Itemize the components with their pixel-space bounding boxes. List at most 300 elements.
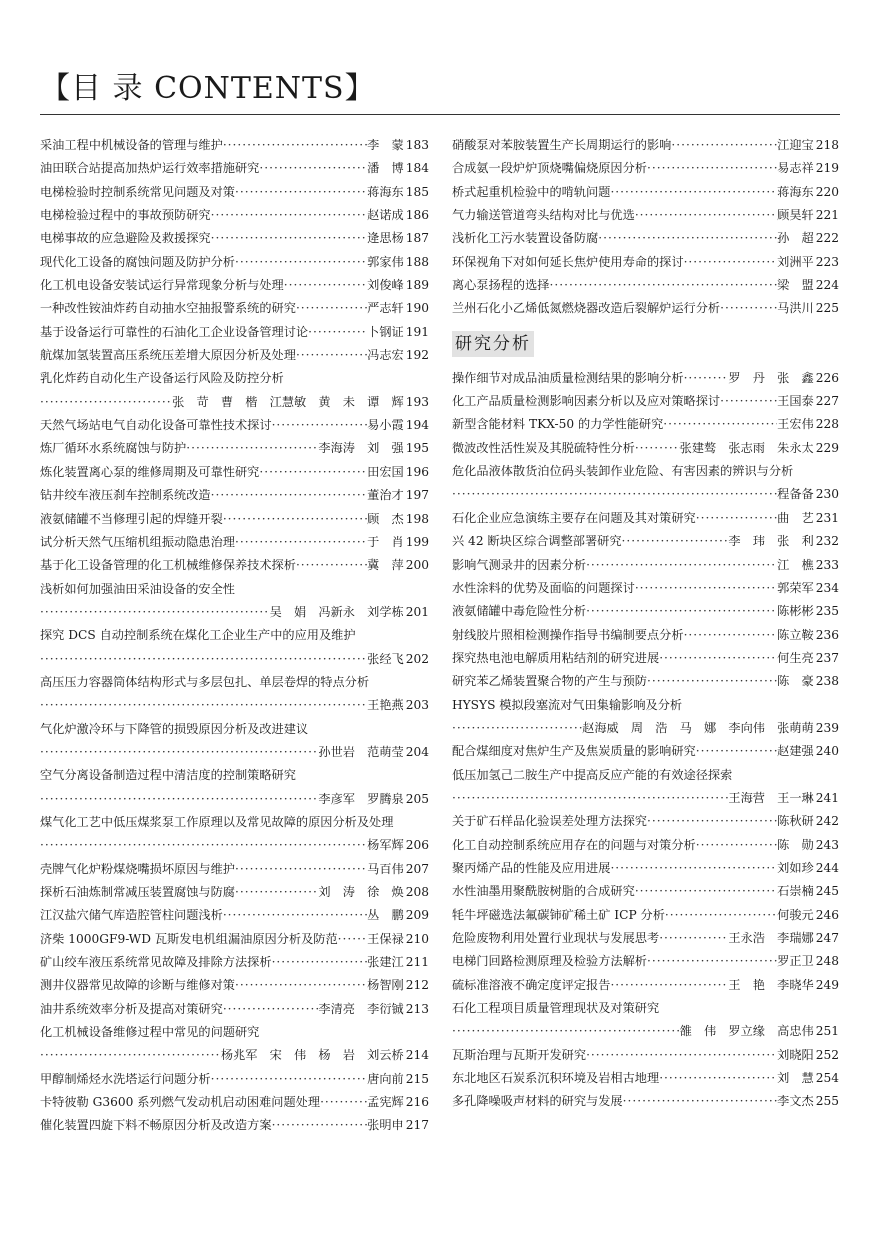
- toc-entry-authors: 孙世岩 范萌莹: [318, 744, 404, 759]
- toc-entry[interactable]: [452, 181, 839, 204]
- toc-entry-title: 一种改性铵油炸药自动抽水空抽报警系统的研究: [40, 301, 296, 316]
- toc-entry-page: 196: [405, 464, 429, 479]
- toc-entry-title: 江汉盐穴储气库造腔管柱问题浅析: [40, 908, 223, 923]
- toc-entry-authors: 陈秋研: [777, 814, 814, 829]
- toc-entry-authors: 李 玮 张 利: [728, 534, 814, 549]
- toc-entry-authors: 于 肖: [367, 534, 404, 549]
- toc-entry-page: 197: [405, 488, 429, 503]
- toc-entry-title: 研究苯乙烯装置聚合物的产生与预防: [452, 674, 647, 689]
- toc-entry[interactable]: [40, 881, 429, 904]
- toc-entry-page: 252: [815, 1047, 839, 1062]
- toc-entry-title-line[interactable]: 化工机械设备维修过程中常见的问题研究: [40, 1025, 260, 1040]
- toc-entry-title: 甲醇制烯烃水洗塔运行问题分析: [40, 1071, 211, 1086]
- toc-dot-leader: [610, 857, 777, 880]
- toc-entry[interactable]: [40, 321, 429, 344]
- toc-entry-title: 聚丙烯产品的性能及应用进展: [452, 860, 611, 875]
- toc-dot-leader: [635, 204, 777, 227]
- toc-entry-page: 225: [815, 301, 839, 316]
- toc-entry-authors: 潘 博: [367, 161, 404, 176]
- toc-dot-leader: [320, 1091, 367, 1114]
- toc-entry[interactable]: [452, 390, 839, 413]
- toc-entry-title-line[interactable]: 气化炉激冷环与下降管的损毁原因分析及改进建议: [40, 721, 309, 736]
- toc-entry[interactable]: [40, 601, 429, 624]
- toc-dot-leader: [40, 601, 270, 624]
- toc-entry-authors: 王保禄: [367, 931, 404, 946]
- toc-entry-page: 199: [405, 534, 429, 549]
- toc-entry-authors: 张建骜 张志雨 朱永太: [679, 440, 814, 455]
- toc-entry-title: 基于化工设备管理的化工机械维修保养技术探析: [40, 558, 296, 573]
- toc-entry-authors: 王艳燕: [367, 698, 404, 713]
- toc-entry-title: 化工自动控制系统应用存在的问题与对策分析: [452, 837, 696, 852]
- toc-entry-page: 233: [815, 557, 839, 572]
- toc-entry[interactable]: [40, 437, 429, 460]
- toc-dot-leader: [635, 880, 777, 903]
- toc-dot-leader: [211, 227, 368, 250]
- toc-dot-leader: [40, 741, 318, 764]
- toc-entry[interactable]: [452, 717, 839, 740]
- page-header: [40, 70, 840, 110]
- toc-dot-leader: [272, 951, 368, 974]
- toc-entry[interactable]: [452, 950, 839, 973]
- toc-entry-authors: 李海涛 刘 强: [318, 441, 404, 456]
- toc-entry[interactable]: [40, 788, 429, 811]
- toc-dot-leader: [211, 484, 368, 507]
- toc-entry-title: 电梯事故的应急避险及救援探究: [40, 231, 211, 246]
- toc-entry-authors: 丛 鹏: [367, 908, 404, 923]
- toc-entry-title: 航煤加氢装置高压系统压差增大原因分析及处理: [40, 348, 296, 363]
- toc-entry[interactable]: [40, 134, 429, 157]
- toc-dot-leader: [186, 437, 318, 460]
- toc-entry-title: 多孔降噪吸声材料的研究与发展: [452, 1094, 623, 1109]
- toc-entry-page: 247: [815, 931, 839, 945]
- toc-dot-leader: [308, 321, 367, 344]
- toc-dot-leader: [235, 858, 367, 881]
- toc-entry-page: 240: [815, 744, 839, 759]
- toc-dot-leader: [223, 998, 319, 1021]
- toc-dot-leader: [647, 670, 777, 693]
- toc-entry-page: 235: [815, 604, 839, 619]
- toc-entry[interactable]: [40, 484, 429, 507]
- toc-entry-authors: 杨军辉: [367, 838, 404, 853]
- toc-entry-title: 化工产品质量检测影响因素分析以及应对策略探讨: [452, 394, 721, 409]
- toc-dot-leader: [211, 204, 368, 227]
- toc-entry-authors: 马百伟: [367, 861, 404, 876]
- toc-dot-leader: [696, 740, 777, 763]
- toc-entry-page: 254: [815, 1071, 839, 1086]
- toc-entry-title-line[interactable]: 探究 DCS 自动控制系统在煤化工企业生产中的应用及维护: [40, 628, 356, 643]
- toc-dot-leader: [235, 181, 367, 204]
- toc-entry-title: 济柴 1000GF9-WD 瓦斯发电机组漏油原因分析及防范: [40, 931, 338, 946]
- toc-entry-authors: 赵建强: [777, 744, 814, 759]
- toc-entry[interactable]: [452, 507, 839, 530]
- toc-entry-title: 石化企业应急演练主要存在问题及其对策研究: [452, 510, 696, 525]
- toc-dot-leader: [684, 251, 778, 274]
- toc-entry[interactable]: [452, 554, 839, 577]
- toc-entry-page: 216: [405, 1095, 429, 1110]
- toc-entry-authors: 蒋海东: [777, 184, 814, 199]
- toc-entry[interactable]: [452, 530, 839, 553]
- toc-entry[interactable]: [40, 904, 429, 927]
- toc-entry[interactable]: [452, 1090, 839, 1113]
- toc-entry-title: 炼化装置离心泵的维修周期及可靠性研究: [40, 464, 260, 479]
- toc-entry-title-line[interactable]: 危化品液体散货泊位码头装卸作业危险、有害因素的辨识与分析: [452, 464, 794, 479]
- toc-entry-title: 微波改性活性炭及其脱硫特性分析: [452, 440, 635, 455]
- toc-entry-page: 204: [405, 744, 429, 759]
- toc-entry-title: 天然气场站电气自动化设备可靠性技术探讨: [40, 418, 272, 433]
- toc-dot-leader: [586, 1044, 777, 1067]
- toc-entry-authors: 何生亮: [777, 650, 814, 665]
- toc-entry-title-line[interactable]: 石化工程项目质量管理现状及对策研究: [452, 1001, 660, 1016]
- toc-dot-leader: [684, 367, 729, 390]
- toc-entry-authors: 刘如珍: [777, 860, 814, 875]
- toc-dot-leader: [452, 1020, 680, 1043]
- toc-entry[interactable]: [452, 904, 839, 927]
- toc-entry-page: 184: [405, 161, 429, 176]
- toc-entry-authors: 江 樵: [777, 557, 814, 572]
- toc-entry-title: 环保视角下对如何延长焦炉使用寿命的探讨: [452, 254, 684, 269]
- toc-entry-title: 配合煤细度对焦炉生产及焦炭质量的影响研究: [452, 744, 696, 759]
- toc-entry-title: 危险废物利用处置行业现状与发展思考: [452, 931, 660, 945]
- contents-title: 【目 录 CONTENTS】: [40, 71, 376, 106]
- toc-entry-authors: 唐向前: [367, 1071, 404, 1086]
- toc-entry-authors: 石崇楠: [777, 884, 814, 899]
- toc-entry[interactable]: [40, 648, 429, 671]
- toc-entry-page: 243: [815, 837, 839, 852]
- toc-entry[interactable]: [452, 810, 839, 833]
- toc-entry-authors: 赵海威 周 浩 马 娜 李向伟 张萌萌: [582, 720, 814, 735]
- toc-entry[interactable]: [452, 1044, 839, 1067]
- toc-entry-page: 190: [405, 301, 429, 316]
- toc-entry[interactable]: [452, 437, 839, 460]
- toc-entry-title: 现代化工设备的腐蚀问题及防护分析: [40, 254, 235, 269]
- toc-entry-title: 射线胶片照相检测操作指导书编制要点分析: [452, 627, 684, 642]
- toc-entry[interactable]: [40, 181, 429, 204]
- toc-dot-leader: [663, 413, 777, 436]
- toc-dot-leader: [684, 624, 778, 647]
- toc-entry[interactable]: [452, 624, 839, 647]
- toc-entry-authors: 郭荣军: [777, 580, 814, 595]
- toc-entry[interactable]: [40, 204, 429, 227]
- toc-entry[interactable]: [452, 157, 839, 180]
- toc-entry-page: 224: [815, 278, 839, 293]
- toc-entry-page: 219: [815, 161, 839, 176]
- toc-entry-authors: 刘洲平: [777, 254, 814, 269]
- toc-entry-title: 桥式起重机检验中的啃轨问题: [452, 184, 611, 199]
- toc-entry-title-line[interactable]: 高压压力容器筒体结构形式与多层包扎、单层卷焊的特点分析: [40, 674, 370, 689]
- toc-entry[interactable]: [452, 1067, 839, 1090]
- toc-entry[interactable]: [40, 227, 429, 250]
- toc-entry-title-line[interactable]: 空气分离设备制造过程中清洁度的控制策略研究: [40, 768, 296, 783]
- toc-entry-authors: 李文杰: [777, 1094, 814, 1109]
- toc-entry-page: 223: [815, 254, 839, 269]
- toc-entry-page: 198: [405, 511, 429, 526]
- toc-entry-page: 248: [815, 954, 839, 969]
- toc-entry-authors: 杨智刚: [367, 978, 404, 993]
- toc-entry[interactable]: [40, 858, 429, 881]
- toc-entry[interactable]: [40, 344, 429, 367]
- toc-entry[interactable]: [40, 554, 429, 577]
- toc-dot-leader: [720, 297, 777, 320]
- toc-dot-leader: [696, 834, 777, 857]
- toc-entry[interactable]: [452, 974, 839, 997]
- toc-entry-page: 245: [815, 884, 839, 899]
- toc-entry-page: 191: [405, 324, 429, 339]
- toc-entry-page: 239: [815, 720, 839, 735]
- toc-entry-title: 瓦斯治理与瓦斯开发研究: [452, 1047, 587, 1062]
- toc-entry-authors: 罗 丹 张 鑫: [728, 370, 814, 385]
- toc-entry-page: 222: [815, 231, 839, 246]
- toc-entry-page: 213: [405, 1001, 429, 1016]
- toc-dot-leader: [259, 157, 367, 180]
- toc-dot-leader: [296, 554, 367, 577]
- toc-entry-authors: 江迎宝: [777, 138, 814, 152]
- toc-entry-page: 230: [815, 487, 839, 502]
- toc-dot-leader: [223, 904, 367, 927]
- toc-entry-page: 185: [405, 184, 429, 199]
- toc-entry-page: 195: [405, 441, 429, 456]
- toc-entry-authors: 冀 萍: [367, 558, 404, 573]
- toc-entry-page: 220: [815, 184, 839, 199]
- toc-entry[interactable]: [452, 297, 839, 320]
- toc-entry[interactable]: [40, 951, 429, 974]
- section-heading: [452, 321, 839, 367]
- toc-entry-title-line[interactable]: 煤气化工艺中低压煤浆泵工作原理以及常见故障的原因分析及处理: [40, 814, 394, 829]
- toc-entry[interactable]: [40, 998, 429, 1021]
- toc-entry[interactable]: [40, 414, 429, 437]
- toc-dot-leader: [720, 390, 777, 413]
- toc-dot-leader: [610, 181, 777, 204]
- toc-entry-title: 新型含能材料 TKX-50 的力学性能研究: [452, 417, 664, 432]
- toc-entry-page: 211: [405, 955, 429, 970]
- toc-entry-page: 193: [405, 394, 429, 409]
- toc-entry-title: 壳牌气化炉粉煤烧嘴损坏原因与维护: [40, 861, 235, 876]
- toc-entry-page: 237: [815, 650, 839, 665]
- toc-entry-authors: 赵诺成: [367, 208, 404, 223]
- toc-entry[interactable]: [40, 1091, 429, 1114]
- toc-dot-leader: [586, 600, 777, 623]
- toc-entry-page: 201: [405, 604, 429, 619]
- toc-entry-title: 油井系统效率分析及提高对策研究: [40, 1001, 223, 1016]
- toc-entry-title-line[interactable]: 乳化炸药自动化生产设备运行风险及防控分析: [40, 371, 284, 386]
- toc-entry-title: 关于矿石样品化验误差处理方法探究: [452, 814, 647, 829]
- section-heading-label: 研究分析: [452, 331, 534, 357]
- toc-entry[interactable]: [40, 694, 429, 717]
- toc-entry-page: 244: [815, 860, 839, 875]
- toc-entry-page: 208: [405, 885, 429, 899]
- toc-entry-title-line[interactable]: HYSYS 模拟段塞流对气田集输影响及分析: [452, 697, 683, 712]
- toc-entry-authors: 李彦军 罗腾泉: [318, 791, 404, 806]
- toc-entry-authors: 杨兆军 宋 伟 杨 岩 刘云桥: [220, 1048, 404, 1063]
- toc-entry-page: 209: [405, 908, 429, 923]
- toc-entry[interactable]: [40, 928, 429, 951]
- toc-entry-title: 矿山绞车液压系统常见故障及排除方法探析: [40, 955, 272, 970]
- toc-entry[interactable]: [452, 647, 839, 670]
- toc-dot-leader: [284, 274, 367, 297]
- toc-entry-authors: 刘 慧: [777, 1071, 814, 1086]
- toc-entry-authors: 陈 豪: [777, 674, 814, 689]
- toc-entry-title: 电梯门回路检测原理及检验方法解析: [452, 954, 647, 969]
- toc-entry[interactable]: [40, 741, 429, 764]
- toc-entry[interactable]: [40, 1068, 429, 1091]
- toc-entry[interactable]: [40, 1044, 429, 1067]
- toc-dot-leader: [272, 414, 368, 437]
- toc-entry-page: 236: [815, 627, 839, 642]
- toc-entry-authors: 顾昊轩: [777, 208, 814, 223]
- toc-dot-leader: [659, 1067, 777, 1090]
- toc-entry-page: 203: [405, 698, 429, 713]
- toc-entry-authors: 陈 勋: [777, 837, 814, 852]
- toc-entry-title-line[interactable]: 低压加氢己二胺生产中提高反应产能的有效途径探索: [452, 767, 733, 782]
- toc-dot-leader: [665, 904, 777, 927]
- toc-entry-page: 242: [815, 814, 839, 829]
- toc-dot-leader: [696, 507, 777, 530]
- toc-entry-title: 浅析化工污水装置设备防腐: [452, 231, 599, 246]
- toc-dot-leader: [40, 788, 318, 811]
- toc-entry-authors: 程备备: [777, 487, 814, 502]
- toc-entry[interactable]: [452, 204, 839, 227]
- toc-entry-page: 194: [405, 418, 429, 433]
- toc-dot-leader: [452, 483, 777, 506]
- toc-entry-title: 兴 42 断块区综合调整部署研究: [452, 534, 622, 549]
- toc-entry-authors: 张经飞: [367, 651, 404, 666]
- toc-dot-leader: [671, 134, 777, 157]
- toc-entry-page: 187: [405, 231, 429, 246]
- toc-entry-page: 232: [815, 534, 839, 549]
- toc-entry-page: 238: [815, 674, 839, 689]
- toc-entry-authors: 严志轩: [367, 301, 404, 316]
- toc-entry-page: 234: [815, 580, 839, 595]
- toc-entry-page: 218: [815, 138, 839, 152]
- toc-entry-page: 226: [815, 370, 839, 385]
- toc-entry-page: 241: [815, 790, 839, 805]
- toc-entry-authors: 罗正卫: [777, 954, 814, 969]
- toc-entry[interactable]: [452, 274, 839, 297]
- toc-entry-title: 试分析天然气压缩机组振动隐患治理: [40, 534, 235, 549]
- toc-entry-page: 210: [405, 931, 429, 946]
- toc-entry-authors: 蒋海东: [367, 184, 404, 199]
- toc-entry[interactable]: [452, 1020, 839, 1043]
- toc-entry-authors: 张建江: [367, 955, 404, 970]
- toc-dot-leader: [550, 274, 778, 297]
- toc-entry[interactable]: [452, 251, 839, 274]
- toc-entry[interactable]: [452, 134, 839, 157]
- toc-dot-leader: [622, 530, 729, 553]
- toc-entry-title: 催化装置四旋下料不畅原因分析及改造方案: [40, 1118, 272, 1133]
- toc-dot-leader: [647, 950, 777, 973]
- toc-entry-authors: 梁 盟: [777, 278, 814, 293]
- toc-entry[interactable]: [40, 1114, 429, 1137]
- toc-entry-page: 228: [815, 417, 839, 432]
- toc-dot-leader: [40, 648, 367, 671]
- toc-dot-leader: [598, 227, 777, 250]
- toc-entry-authors: 马洪川: [777, 301, 814, 316]
- toc-dot-leader: [40, 391, 172, 414]
- toc-entry[interactable]: [452, 483, 839, 506]
- toc-entry[interactable]: [40, 531, 429, 554]
- toc-entry-authors: 雒 伟 罗立缘 高忠伟: [679, 1024, 814, 1039]
- toc-entry-title-line[interactable]: 浅析如何加强油田采油设备的安全性: [40, 581, 235, 596]
- toc-entry-authors: 易小霞: [367, 418, 404, 433]
- toc-entry-authors: 顾 杰: [367, 511, 404, 526]
- toc-entry[interactable]: [40, 157, 429, 180]
- toc-entry-authors: 李 蒙: [367, 138, 404, 152]
- toc-entry-authors: 陈彬彬: [777, 604, 814, 619]
- toc-entry-title: 基于设备运行可靠性的石油化工企业设备管理讨论: [40, 324, 309, 339]
- toc-entry[interactable]: [40, 834, 429, 857]
- toc-entry-authors: 何骏元: [777, 907, 814, 922]
- toc-entry-title: 合成氨一段炉炉顶烧嘴偏烧原因分析: [452, 161, 647, 176]
- toc-dot-leader: [223, 508, 367, 531]
- toc-entry[interactable]: [40, 274, 429, 297]
- toc-dot-leader: [452, 717, 582, 740]
- toc-entry-page: 215: [405, 1071, 429, 1086]
- toc-entry-title: 液氨储罐中毒危险性分析: [452, 604, 587, 619]
- toc-entry-page: 192: [405, 348, 429, 363]
- toc-entry-page: 189: [405, 278, 429, 293]
- toc-entry-title: 液氨储罐不当修理引起的焊缝开裂: [40, 511, 223, 526]
- toc-entry-title: 探析石油炼制常减压装置腐蚀与防腐: [40, 885, 235, 899]
- toc-entry-authors: 王宏伟: [777, 417, 814, 432]
- toc-entry-page: 221: [815, 208, 839, 223]
- toc-entry[interactable]: [452, 413, 839, 436]
- toc-entry-page: 251: [815, 1024, 839, 1039]
- toc-entry[interactable]: [452, 857, 839, 880]
- toc-entry-page: 200: [405, 558, 429, 573]
- toc-dot-leader: [586, 554, 777, 577]
- toc-entry[interactable]: [452, 227, 839, 250]
- toc-entry-title: 兰州石化小乙烯低氮燃烧器改造后裂解炉运行分析: [452, 301, 721, 316]
- toc-entry-title: 化工机电设备安装试运行异常现象分析与处理: [40, 278, 284, 293]
- toc-entry[interactable]: [40, 251, 429, 274]
- toc-entry-authors: 刘 涛 徐 焕: [318, 885, 404, 899]
- toc-entry-title: 探究热电池电解质用粘结剂的研究进展: [452, 650, 660, 665]
- toc-entry[interactable]: [40, 974, 429, 997]
- toc-entry[interactable]: [452, 367, 839, 390]
- toc-entry-title: 水性涂料的优势及面临的问题探讨: [452, 580, 635, 595]
- toc-dot-leader: [296, 344, 367, 367]
- toc-entry[interactable]: [40, 297, 429, 320]
- toc-entry[interactable]: [452, 880, 839, 903]
- toc-entry-page: 231: [815, 510, 839, 525]
- toc-dot-leader: [296, 297, 367, 320]
- toc-entry[interactable]: [452, 740, 839, 763]
- toc-entry-page: 206: [405, 838, 429, 853]
- toc-entry[interactable]: [452, 577, 839, 600]
- toc-entry-page: 212: [405, 978, 429, 993]
- toc-entry[interactable]: [452, 834, 839, 857]
- toc-entry-title: 电梯检验过程中的事故预防研究: [40, 208, 211, 223]
- toc-dot-leader: [647, 157, 777, 180]
- toc-entry-title: 气力输送管道弯头结构对比与优选: [452, 208, 635, 223]
- toc-entry[interactable]: [452, 787, 839, 810]
- toc-entry-authors: 吴 娟 冯新永 刘学栋: [269, 604, 404, 619]
- toc-entry[interactable]: [452, 600, 839, 623]
- toc-dot-leader: [338, 928, 368, 951]
- toc-entry-title: 操作细节对成品油质量检测结果的影响分析: [452, 370, 684, 385]
- toc-entry[interactable]: [40, 508, 429, 531]
- toc-entry[interactable]: [40, 391, 429, 414]
- toc-entry-title: 炼厂循环水系统腐蚀与防护: [40, 441, 187, 456]
- toc-entry[interactable]: [40, 461, 429, 484]
- toc-entry[interactable]: [452, 670, 839, 693]
- toc-entry-authors: 李清亮 李衍铖: [318, 1001, 404, 1016]
- toc-entry-authors: 张明申: [367, 1118, 404, 1133]
- toc-entry-title: 测井仪器常见故障的诊断与维修对策: [40, 978, 235, 993]
- toc-entry[interactable]: [452, 927, 839, 950]
- toc-dot-leader: [623, 1090, 778, 1113]
- toc-dot-leader: [40, 1044, 221, 1067]
- toc-entry-page: 249: [815, 977, 839, 992]
